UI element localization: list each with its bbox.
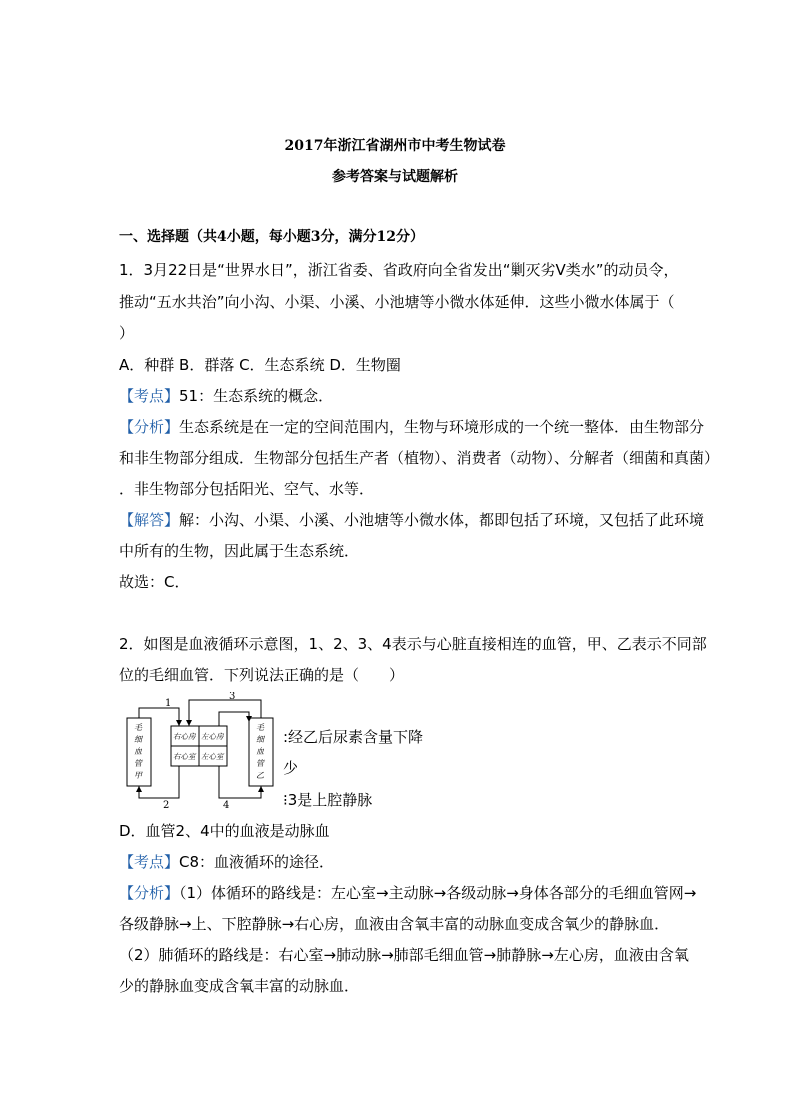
q2-stem-line1: 2．如图是血液循环示意图，1、2、3、4表示与心脏直接相连的血管，甲、乙表示不同部 xyxy=(119,635,707,653)
svg-text:管: 管 xyxy=(134,759,142,768)
jieda-tag: 【解答】 xyxy=(119,511,180,529)
q1-fenxi-line3: ．非生物部分包括阳光、空气、水等． xyxy=(119,480,375,498)
left-ventricle-label: 左心室 xyxy=(201,752,224,761)
q2-option-b-clipped: 少 xyxy=(283,759,299,777)
section-heading: 一、选择题（共4小题，每小题3分，满分12分） xyxy=(119,229,424,245)
q2-option-a-clipped: :经乙后尿素含量下降 xyxy=(283,728,424,746)
q1-kaodian xyxy=(119,386,333,406)
q1-stem-line3: ） xyxy=(119,324,135,342)
q2-option-d: D．血管2、4中的血液是动脉血 xyxy=(119,822,330,840)
svg-text:血: 血 xyxy=(134,747,142,756)
right-atrium-label: 右心房 xyxy=(173,732,196,741)
q2-fenxi-line3: （2）肺循环的路线是：右心室→肺动脉→肺部毛细血管→肺静脉→左心房，血液由含氧 xyxy=(119,946,689,964)
svg-text:血: 血 xyxy=(256,747,264,756)
right-ventricle-label: 右心室 xyxy=(173,752,196,761)
label-2: 2 xyxy=(163,800,170,811)
q2-kaodian xyxy=(119,852,334,872)
fenxi-text: 生态系统是在一定的空间范围内，生物与环境形成的一个统一整体．由生物部分 xyxy=(179,418,705,436)
fenxi-tag: 【分析】 xyxy=(119,418,180,436)
fenxi-text: （1）体循环的路线是：左心室→主动脉→各级动脉→身体各部分的毛细血管网→ xyxy=(179,884,697,902)
svg-text:甲: 甲 xyxy=(134,771,142,780)
q1-jieda-line2: 中所有的生物，因此属于生态系统． xyxy=(119,542,360,560)
q1-stem-line1: 1．3月22日是“世界水日”，浙江省委、省政府向全省发出“剿灭劣Ⅴ类水”的动员令， xyxy=(119,261,679,279)
q2-stem-line2: 位的毛细血管．下列说法正确的是（ ） xyxy=(119,666,405,684)
kaodian-text: C8：血液循环的途径． xyxy=(179,853,335,871)
svg-text:乙: 乙 xyxy=(256,771,264,780)
label-4: 4 xyxy=(223,800,230,811)
q2-option-c-clipped: ⁝3是上腔静脉 xyxy=(283,791,373,809)
kaodian-tag: 【考点】 xyxy=(119,387,180,405)
fenxi-tag: 【分析】 xyxy=(119,884,180,902)
jieda-text: 解：小沟、小渠、小溪、小池塘等小微水体，都即包括了环境，又包括了此环境 xyxy=(179,511,705,529)
q2-fenxi-line1 xyxy=(119,883,696,903)
q1-fenxi-line2: 和非生物部分组成．生物部分包括生产者（植物）、消费者（动物）、分解者（细菌和真菌） xyxy=(119,449,720,467)
q1-answer: 故选：C． xyxy=(119,573,190,591)
svg-text:管: 管 xyxy=(256,759,264,768)
label-1: 1 xyxy=(165,698,172,709)
svg-text:毛: 毛 xyxy=(134,723,142,732)
q1-jieda-line1 xyxy=(119,510,704,530)
kaodian-tag: 【考点】 xyxy=(119,853,180,871)
doc-subtitle: 参考答案与试题解析 xyxy=(332,169,458,185)
blood-circulation-diagram xyxy=(119,692,279,812)
doc-title: 2017年浙江省湖州市中考生物试卷 xyxy=(284,138,506,154)
svg-text:毛: 毛 xyxy=(256,723,264,732)
q1-stem-line2: 推动“五水共治”向小沟、小渠、小溪、小池塘等小微水体延伸．这些小微水体属于（ xyxy=(119,293,675,311)
svg-text:细: 细 xyxy=(256,735,264,744)
kaodian-text: 51：生态系统的概念． xyxy=(179,387,334,405)
q2-fenxi-line4: 少的静脉血变成含氧丰富的动脉血． xyxy=(119,977,360,995)
label-3: 3 xyxy=(229,692,236,702)
q2-fenxi-line2: 各级静脉→上、下腔静脉→右心房，血液由含氧丰富的动脉血变成含氧少的静脉血． xyxy=(119,915,670,933)
left-atrium-label: 左心房 xyxy=(201,732,224,741)
q1-fenxi-line1 xyxy=(119,417,704,437)
svg-text:细: 细 xyxy=(134,735,142,744)
q1-options: A．种群 B．群落 C．生态系统 D．生物圈 xyxy=(119,356,401,374)
